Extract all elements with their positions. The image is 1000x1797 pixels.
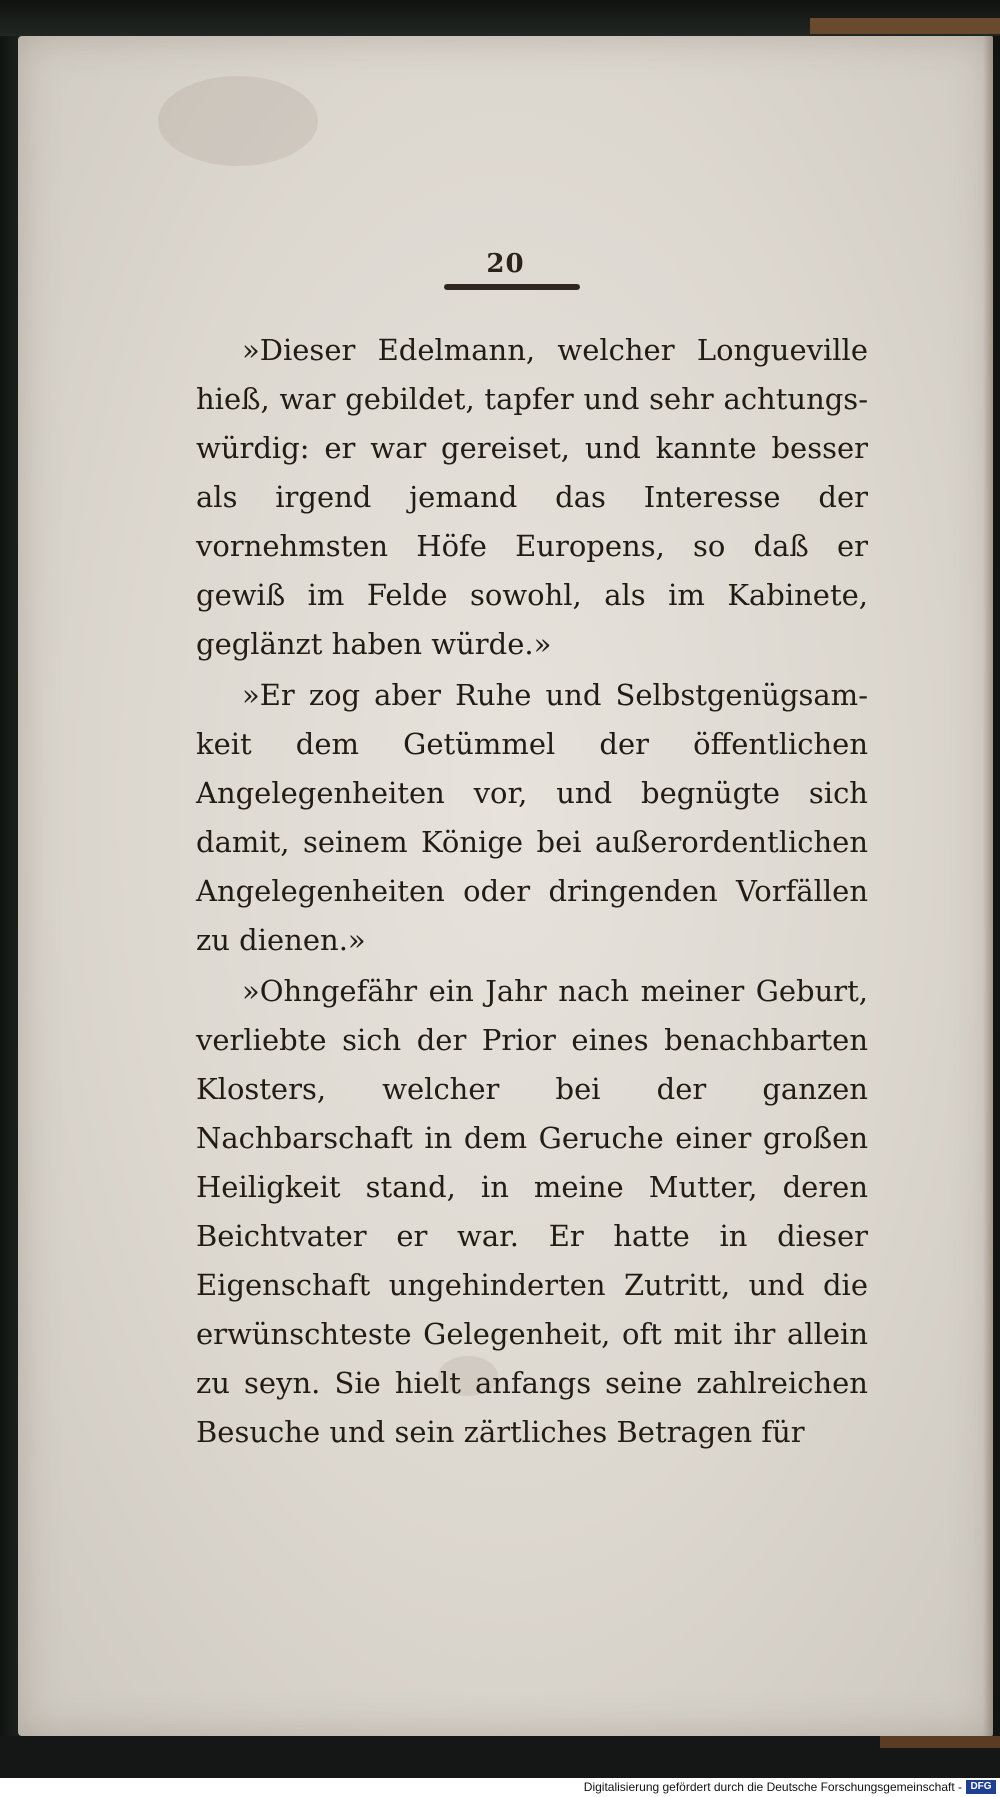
book-page [18, 36, 993, 1736]
funding-credit: Digitalisierung gefördert durch die Deutsche Forschungsgemeinschaft - [583, 1780, 962, 1794]
book-cover-edge-bottom [880, 1736, 1000, 1748]
page-number: 20 [486, 249, 525, 279]
paragraph-1: »Dieser Edelmann, welcher Longueville hieß, war gebildet, tapfer und sehr achtungswürdig: er war gereiset, und kannte besser als irgend jemand das Interesse der vornehmsten Höfe Europens, so daß er gewiß im Felde sowohl, als im Kabinete, geglänzt haben würde.» [196, 333, 868, 661]
paragraph-3: »Ohngefähr ein Jahr nach meiner Geburt, verliebte sich der Prior eines benachbarten Klosters, welcher bei der ganzen Nachbarschaft in dem Geruche einer großen Heiligkeit stand, in meine Mutter, deren Beichtvater er war. Er hatte in dieser Eigenschaft ungehinderten Zutritt, und die erwünschteste Gelegenheit, oft mit ihr allein zu seyn. Sie hielt anfangs seine zahlreichen Besuche und sein zärtliches Betragen für [196, 974, 868, 1449]
paragraph-2: »Er zog aber Ruhe und Selbstgenügsamkeit dem Getümmel der öffentlichen Angelegenheiten vor, und begnügte sich damit, seinem Könige bei außerordentlichen Angelegenheiten oder dringenden Vorfällen zu dienen.» [196, 678, 868, 957]
body-text [196, 326, 868, 1457]
page-edge-shadow [983, 36, 993, 1736]
page-number-rule [444, 284, 580, 290]
digitization-footer [0, 1778, 1000, 1797]
dfg-logo: DFG [966, 1780, 996, 1794]
book-cover-edge [810, 18, 1000, 34]
paper-stain [158, 76, 318, 166]
